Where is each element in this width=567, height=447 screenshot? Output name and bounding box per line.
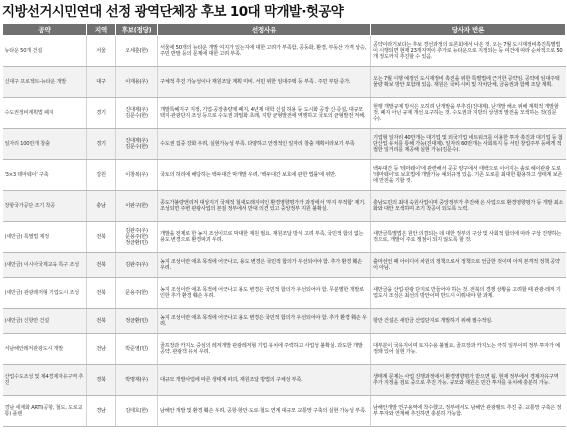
table-row — [3, 160, 566, 191]
table-row — [3, 98, 566, 129]
rebuttal-cell: 백두대간 등 '테마웨이'에 관련해서 곳곳 양구에서 태백으로 이어지는 솔로 헤이관광 도로 '테마웨이'로 보호법에 개발가능 예외규정 있음. 기존 도로를 최대한 활용하고 생태계 보존에 만전을 기할 것. — [371, 160, 566, 191]
pledge-cell: 경남 세계화 ARTI(공항, 철도, 도로교통) 플랜 — [3, 396, 87, 427]
table-row — [3, 396, 566, 427]
pledge-cell: 뉴타운 50개 건설 — [3, 36, 87, 67]
reason-cell: 골프장과 카지노 중심의 레저개발 관광레저형 기업 유치에 주력하고 사업성 불확실. 과도한 개발 공약. 관광객 유치 우려. — [158, 334, 371, 365]
region-cell: 전북 — [87, 278, 116, 309]
column-header-region: 지역 — [87, 24, 116, 36]
table-row — [3, 222, 566, 253]
region-cell: 서울 — [87, 36, 116, 67]
reason-cell: 농지 조성이란 애초 목적에 어긋나고, 용도 변경은 국민적 합의가 우선되어야 함. 추가 환경 훼손 우려. — [158, 253, 371, 278]
candidate-cell: 박명재(우) — [116, 365, 158, 396]
candidate-cell: 김완주(우) — [116, 253, 158, 278]
region-cell: 대구 — [87, 67, 116, 98]
candidate-cell: 오세훈(한) — [116, 36, 158, 67]
candidate-cell: 이재용(우) — [116, 67, 158, 98]
candidate-cell: 진대제(우) 김문수(한) — [116, 129, 158, 160]
region-cell: 전북 — [87, 222, 116, 253]
region-cell: 전남 — [87, 334, 116, 365]
reason-cell: 농지 조성이란 애초 목적에 어긋나고 용도 변경은 국민적 합의가 우선되어야 함. 무분별한 개발로 인한 추가 환경 훼손 우려. — [158, 278, 371, 309]
candidate-cell: 김태호(한) — [116, 396, 158, 427]
reason-cell: 남해안 개발 및 환경 훼손 우려, 공항·항만·도로·철도 연계 대규모 교통망 구축의 실현 가능성 부족. — [158, 396, 371, 427]
table-row — [3, 309, 566, 334]
region-cell: 경남 — [87, 396, 116, 427]
rebuttal-cell: 오는 7월 시행 예정인 도시재정비 촉진을 위한 특별법에 근거한 공약임. 공약에 임대주택 물량 확보 방안 포함돼 있음. 재원은 국비·시비 및 자치단체, 금융권과 함께 조달 계획. — [371, 67, 566, 98]
rebuttal-cell: 생태계 문제는 사업 진행과정에서 환경영향평가 받으면 됨. 현재 정부에서 경제자유구역 추가 지정을 검토 중으로 추진 가능. 규모와 재원은 민간 투자를 유치해 충분히 가능. — [371, 365, 566, 396]
table-row — [3, 67, 566, 98]
rebuttal-cell: 남해안개발 연구용역에 착수했고, 정부에서도 남해안 관광벨트 추진 중. 교통망 구축은 정부 투자와 연계해 추진하면 충분히 가능함. — [371, 396, 566, 427]
pledge-cell: 수도권정비계획법 폐지 — [3, 98, 87, 129]
pledge-cell: (새만금) 관광레저형 기업도시 조성 — [3, 278, 87, 309]
candidate-cell: 이창복(우) — [116, 160, 158, 191]
reason-cell: 농지 조성이란 애초 목적에 어긋나고 용도 변경은 국민적 합의가 우선되어야 함. 추가 환경 훼손 우려. — [158, 309, 371, 334]
pledge-cell: 장항국가공단 조기 착공 — [3, 191, 87, 222]
region-cell: 전북 — [87, 253, 116, 278]
table-row — [3, 278, 566, 309]
pledge-cell: (새만금) 이시아국제교육 특구 조성 — [3, 253, 87, 278]
column-header-pledge: 공약 — [3, 24, 87, 36]
pledge-cell: 산업수도조성 및 제4경제자유구역 추진 — [3, 365, 87, 396]
reason-cell: 개발을 전제로 한 농지 조성이므로 막대한 재원 필요. 재원조달 방식 고려 부족, 국민적 합의 없는 용도 변경으로 환경파괴 우려. — [158, 222, 371, 253]
table-row — [3, 191, 566, 222]
pledge-cell: 일자리 100만개 창출 — [3, 129, 87, 160]
rebuttal-cell: 항만 건설은 새만금 산업단지로 개발하기 위해 필수적임. — [371, 309, 566, 334]
reason-cell: 대규모 개발사업에 따른 생태계 파괴, 재원조달 방법의 구체성 부족. — [158, 365, 371, 396]
rebuttal-cell: 기업형 일자리 40만개는 대기업 및 외국기업 네트워크를 이용한 투자 촉진과 대기업 등 첨단산업 유치를 통해 가능(진대제). 일자리 60만개는 사회복지 등 서민 창업주부 등에게 적절한 일거리를 제공해 실현 가능(김문수). — [371, 129, 566, 160]
pledge-table — [2, 23, 566, 427]
pledge-cell: 신대구 프로젝트-뉴타운 개발 — [3, 67, 87, 98]
rebuttal-cell: 충남도민의 최대 숙원사업이며 중앙정부가 추진해 온 사업으로 환경영향평가 등 개발 최소화와 대안 모색하며 조기 착공이 되도록 노력. — [371, 191, 566, 222]
reason-cell: 서울에 50개의 뉴타운 개발 여지가 있는지에 대한 고려가 부족함, 공동화, 환경, 부동산 가격 상승, 주민 반발 등의 문제에 대한 고려 부족. — [158, 36, 371, 67]
table-row — [3, 253, 566, 278]
reason-cell: 국토의 허리에 해당하는 백두대간 막개발 우려, '백두대간 보호에 관한 법률'에 위반. — [158, 160, 371, 191]
rebuttal-cell: 현행 개발규제 방식은 오히려 난개발을 부추김(진대제). 난개발 해소 위해 계획적 개발할 것. 폐지 아닌 규제 개선 요구하는 것. 수도권과 지방의 상생적 발전을 모색하는 것(김문수). — [371, 98, 566, 129]
page-title: 지방선거시민연대 선정 광역단체장 후보 10대 막개발·헛공약 — [2, 4, 344, 20]
table-row — [3, 36, 566, 67]
rebuttal-cell: 공약이라기보다는 후보 경선과정의 토론회에서 나온 것. 오는 7월 도시재정비촉진특별법이 시행되면 현재 23개지역이 추가로 뉴타운으로 지정되는 등 여건에 따라 순차적으로 50개 정도까지 추진할 수 있음. — [371, 36, 566, 67]
region-cell: 경기 — [87, 129, 116, 160]
rebuttal-cell: 출마선언 때 아이디어 차원의 정책으로서 정책으로 언급한 것이며 아직 본격적 정책 공약이 아님. — [371, 253, 566, 278]
pledge-cell: 서남해안레저관광도시 개발 — [3, 334, 87, 365]
region-cell: 충남 — [87, 191, 116, 222]
reason-cell: 개발특혜지구 지정, 기업·공장총량제 폐지, 4년제 대학 신설 허용 등 도시화 공장 신·증설, 대규모 택지·관광단지 조성 등으로 수도권 과밀화 초래, 지방 균형발전에 역행하고 국토의 균형발전 저해. — [158, 98, 371, 129]
table-header-row — [3, 24, 566, 36]
rebuttal-cell: 새만금을 산업·관광 단지로 만들어야 하는 것. 전북의 경쟁 상황을 고려할 때 관광·레저 기업도시 조성은 최선의 방안이며 반드시 이뤄내야 할 과제. — [371, 278, 566, 309]
candidate-cell: 이완구(한) — [116, 191, 158, 222]
rebuttal-cell: 대부분이 국유지이며 토지수용 불필요, 골프장과 카지노는 극히 일부이며 정부 투자가 예정돼 있어 실현 가능. — [371, 334, 566, 365]
pledge-cell: (새만금) 신항만 건설 — [3, 309, 87, 334]
reason-cell: 수도권 집중 강화 우려, 실현가능성 부족. 다양하고 안정적인 일자리 창출 계획이라보기 부족 — [158, 129, 371, 160]
table-row — [3, 129, 566, 160]
region-cell: 경북 — [87, 365, 116, 396]
reason-cell: 종도가불량앤리저 대상지기 국제적 철새도래지여인 환경영향평가가 과정에서 '부지 부적합' 제기. 조성되면 주변 관광사업의 본질 정부에서 반대 의견 있고 중앙정부 지원 불확실. — [158, 191, 371, 222]
candidate-cell: 문용주(한) — [116, 278, 158, 309]
column-header-rebuttal: 당사자 반론 — [371, 24, 566, 36]
table-row — [3, 365, 566, 396]
region-cell: 경기 — [87, 98, 116, 129]
region-cell: 전북 — [87, 309, 116, 334]
pledge-cell: (새만금) 특별법 제정 — [3, 222, 87, 253]
column-header-reason: 선정사유 — [158, 24, 371, 36]
region-cell: 강원 — [87, 160, 116, 191]
candidate-cell: 진대제(우) 김문수(한) — [116, 98, 158, 129]
rebuttal-cell: 새만금특별법은 원안 의결되는 데 대한 정부의 구상 및 사회적 합의에 따라 구상 진행하는 것으로, 개발이 주요 쟁점이 되지 않도록 할 것. — [371, 222, 566, 253]
candidate-cell: 정균환(민) — [116, 309, 158, 334]
pledge-cell: '3×3 테마웨이' 구축 — [3, 160, 87, 191]
candidate-cell: 박준영(민) — [116, 334, 158, 365]
candidate-cell: 김완주(우) 문용주(한) 정균환(민) — [116, 222, 158, 253]
column-header-candidate: 후보(정당) — [116, 24, 158, 36]
table-row — [3, 334, 566, 365]
reason-cell: 구체적 추진 가능성이나 재원조달 계획 미비. 서민 위한 임대주택 등 부족 . 주민 부담 증가. — [158, 67, 371, 98]
